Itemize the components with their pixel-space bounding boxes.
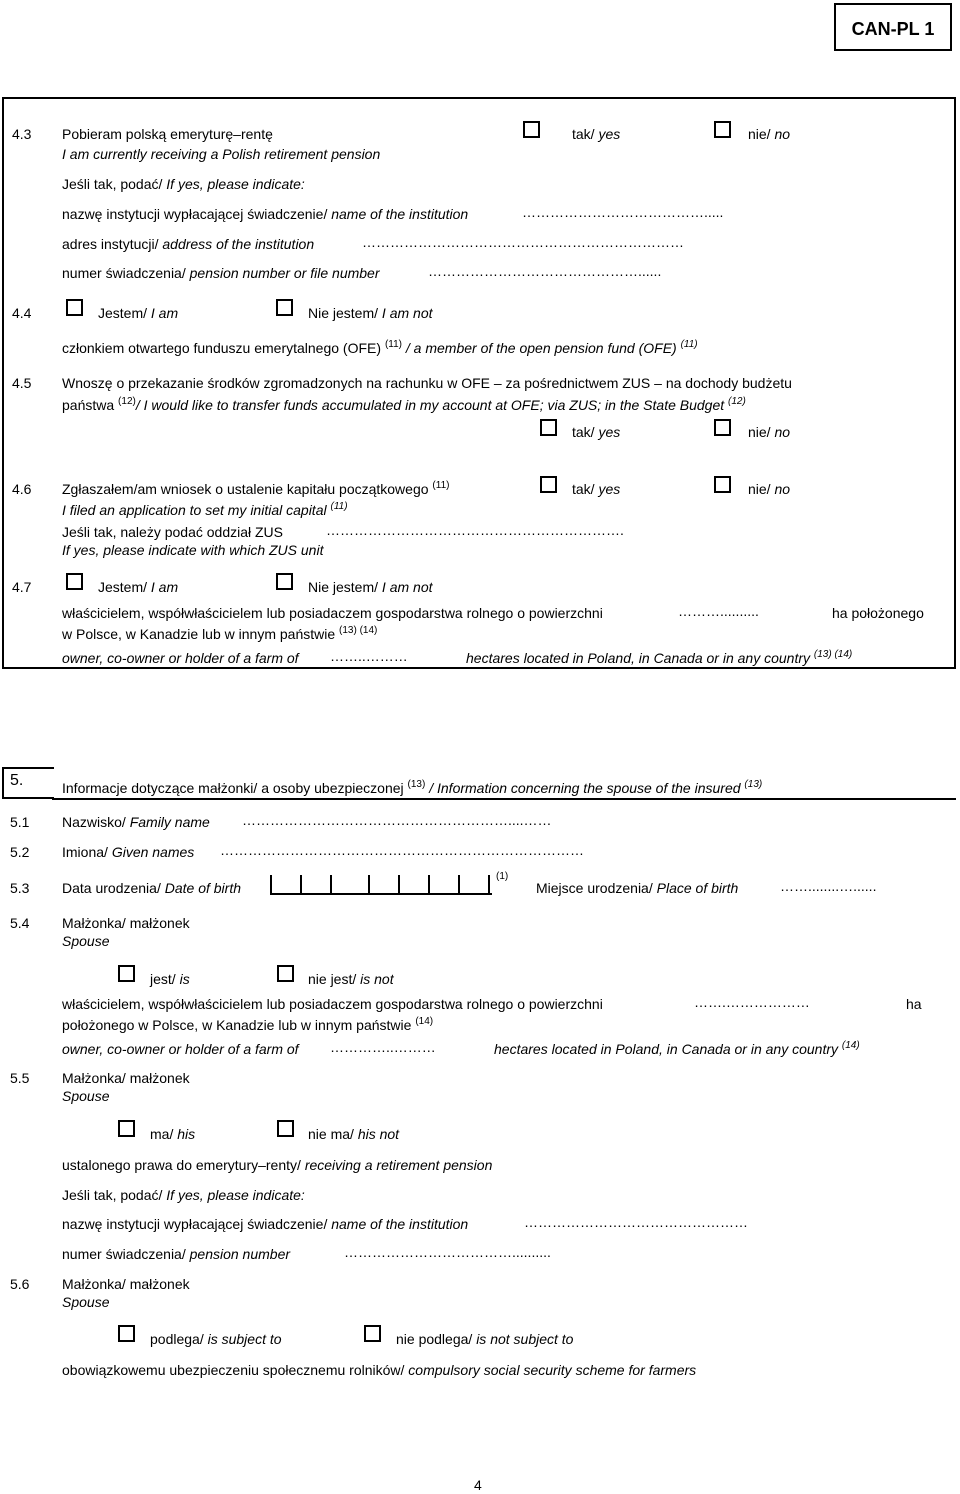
am-label: Jestem/ I am <box>98 305 179 321</box>
given-names-field[interactable]: …………………………………………………………………… <box>220 842 584 858</box>
farm-area-unit: ha położonego <box>832 605 924 621</box>
date-of-birth-ref: (1) <box>496 871 509 882</box>
pension-number-label: numer świadczenia/ pension number or file number <box>62 265 380 281</box>
institution-label: nazwę instytucji wypłacającej świadczenie/ name of the institution <box>62 206 469 222</box>
spouse-label: Małżonka/ małżonek <box>62 1276 190 1292</box>
is-not-label: nie jest/ is not <box>308 971 394 987</box>
yes-label: tak/ yes <box>572 481 621 497</box>
page-number: 4 <box>474 1477 482 1493</box>
am-checkbox[interactable] <box>66 573 83 590</box>
no-checkbox[interactable] <box>714 476 731 493</box>
pension-number-field[interactable]: ………………………………………...... <box>428 263 662 279</box>
question-pl: Pobieram polską emeryturę–rentę <box>62 126 273 142</box>
item-number: 5.2 <box>10 844 30 860</box>
family-name-label: Nazwisko/ Family name <box>62 814 210 830</box>
form-code: CAN-PL 1 <box>851 19 935 39</box>
farm-owner-text: właścicielem, współwłaścicielem lub posiadaczem gospodarstwa rolnego o powierzchni <box>62 996 603 1012</box>
zus-unit-label: Jeśli tak, należy podać oddział ZUS <box>62 524 283 540</box>
farm-area-unit: ha <box>906 996 922 1012</box>
yes-label: tak/ yes <box>572 126 621 142</box>
section-5-underline <box>52 798 956 800</box>
farm-location-text-en: hectares located in Poland, in Canada or in any country $^{(13) (14)}$ <box>466 649 853 666</box>
yes-checkbox[interactable] <box>523 121 540 138</box>
transfer-text-line1: Wnoszę o przekazanie środków zgromadzonych na rachunku w OFE – za pośrednictwem ZUS – na dochody budżetu <box>62 375 792 391</box>
item-number: 5.5 <box>10 1070 30 1086</box>
subject-label: podlega/ is subject to <box>150 1331 282 1347</box>
item-number: 4.5 <box>12 375 32 391</box>
yes-checkbox[interactable] <box>540 476 557 493</box>
pension-right-text: ustalonego prawa do emerytury–renty/ receiving a retirement pension <box>62 1157 493 1173</box>
item-number: 4.6 <box>12 481 32 497</box>
pension-number-field[interactable]: ……………………………….......... <box>344 1244 551 1260</box>
no-label: nie/ no <box>748 126 791 142</box>
place-of-birth-label: Miejsce urodzenia/ Place of birth <box>536 880 739 896</box>
farm-location-text-en: hectares located in Poland, in Canada or in any country $^{(14)}$ <box>494 1040 860 1057</box>
question-en: I am currently receiving a Polish retirement pension <box>62 146 381 162</box>
has-label: ma/ his <box>150 1126 196 1142</box>
family-name-field[interactable]: …………………………………………………....…… <box>242 812 552 828</box>
am-not-checkbox[interactable] <box>276 299 293 316</box>
zus-unit-field[interactable]: ………………………………………………………. <box>326 522 624 538</box>
yes-checkbox[interactable] <box>540 419 557 436</box>
no-checkbox[interactable] <box>714 419 731 436</box>
farm-area-field-en[interactable]: ……..……… <box>330 648 408 664</box>
spouse-label: Małżonka/ małżonek <box>62 1070 190 1086</box>
am-label: Jestem/ I am <box>98 579 179 595</box>
subject-checkbox[interactable] <box>118 1325 135 1342</box>
am-checkbox[interactable] <box>66 299 83 316</box>
farm-owner-text-en: owner, co-owner or holder of a farm of <box>62 1041 299 1057</box>
place-of-birth-field[interactable]: ……........…...... <box>780 878 877 894</box>
has-not-label: nie ma/ his not <box>308 1126 400 1142</box>
not-subject-checkbox[interactable] <box>364 1325 381 1342</box>
no-label: nie/ no <box>748 424 791 440</box>
is-not-checkbox[interactable] <box>277 965 294 982</box>
farm-area-field[interactable]: …….……………… <box>694 994 810 1010</box>
item-number: 5.4 <box>10 915 30 931</box>
farm-location-text: położonego w Polsce, w Kanadzie lub w innym państwie $^{(14)}$ <box>62 1016 434 1033</box>
has-not-checkbox[interactable] <box>277 1120 294 1137</box>
if-yes-label: Jeśli tak, podać/ If yes, please indicate: <box>62 1187 305 1203</box>
item-number: 5.3 <box>10 880 30 896</box>
am-not-checkbox[interactable] <box>276 573 293 590</box>
item-number: 4.3 <box>12 126 32 142</box>
zus-unit-label-en: If yes, please indicate with which ZUS unit <box>62 542 324 558</box>
institution-field[interactable]: ………………………………………… <box>524 1214 748 1230</box>
item-number: 5.1 <box>10 814 30 830</box>
spouse-label-en: Spouse <box>62 1294 110 1310</box>
farm-location-text: w Polsce, w Kanadzie lub w innym państwie $^{(13) (14)}$ <box>62 625 378 642</box>
item-number: 4.7 <box>12 579 32 595</box>
form-code-box <box>834 3 952 51</box>
question-en: I filed an application to set my initial capital $^{(11)}$ <box>62 501 348 518</box>
date-of-birth-label: Data urodzenia/ Date of birth <box>62 880 241 896</box>
item-number: 4.4 <box>12 305 32 321</box>
yes-label: tak/ yes <box>572 424 621 440</box>
section-5-number: 5. <box>10 772 24 789</box>
farm-owner-text-en: owner, co-owner or holder of a farm of <box>62 650 299 666</box>
not-subject-label: nie podlega/ is not subject to <box>396 1331 574 1347</box>
item-number: 5.6 <box>10 1276 30 1292</box>
no-label: nie/ no <box>748 481 791 497</box>
pension-number-label: numer świadczenia/ pension number <box>62 1246 291 1262</box>
institution-field[interactable]: …………………………………..... <box>522 204 724 220</box>
institution-label: nazwę instytucji wypłacającej świadczenie/ name of the institution <box>62 1216 469 1232</box>
if-yes-label: Jeśli tak, podać/ If yes, please indicate: <box>62 176 305 192</box>
spouse-label-en: Spouse <box>62 1088 110 1104</box>
spouse-label: Małżonka/ małżonek <box>62 915 190 931</box>
address-label: adres instytucji/ address of the institution <box>62 236 315 252</box>
section-5-title: Informacje dotyczące małżonki/ a osoby ubezpieczonej $^{(13)}$ / Information concerning the spouse of the insured $^{(13)}$ <box>62 779 763 796</box>
is-label: jest/ is <box>150 971 190 987</box>
given-names-label: Imiona/ Given names <box>62 844 195 860</box>
farm-area-field[interactable]: ……….......... <box>678 603 759 619</box>
is-checkbox[interactable] <box>118 965 135 982</box>
farmers-scheme-text: obowiązkowemu ubezpieczeniu społecznemu rolników/ compulsory social security scheme for farmers <box>62 1362 697 1378</box>
spouse-label-en: Spouse <box>62 933 110 949</box>
transfer-text-line2: państwa $^{(12)}$/ I would like to transfer funds accumulated in my account at OFE; via ZUS; in the State Budget $^{(12)}$ <box>62 396 746 413</box>
am-not-label: Nie jestem/ I am not <box>308 305 433 321</box>
farm-owner-text: właścicielem, współwłaścicielem lub posiadaczem gospodarstwa rolnego o powierzchni <box>62 605 603 621</box>
question-pl: Zgłaszałem/am wniosek o ustalenie kapitału początkowego $^{(11)}$ <box>62 480 450 497</box>
has-checkbox[interactable] <box>118 1120 135 1137</box>
no-checkbox[interactable] <box>714 121 731 138</box>
am-not-label: Nie jestem/ I am not <box>308 579 433 595</box>
address-field[interactable]: …………………………………………………………… <box>362 234 684 250</box>
farm-area-field-en[interactable]: …………..……… <box>330 1039 436 1055</box>
date-of-birth-field[interactable] <box>270 873 492 895</box>
ofe-member-text: członkiem otwartego funduszu emerytalnego (OFE) $^{(11)}$ / a member of the open pension fund (OFE) $^{(11)}$ <box>62 339 698 356</box>
